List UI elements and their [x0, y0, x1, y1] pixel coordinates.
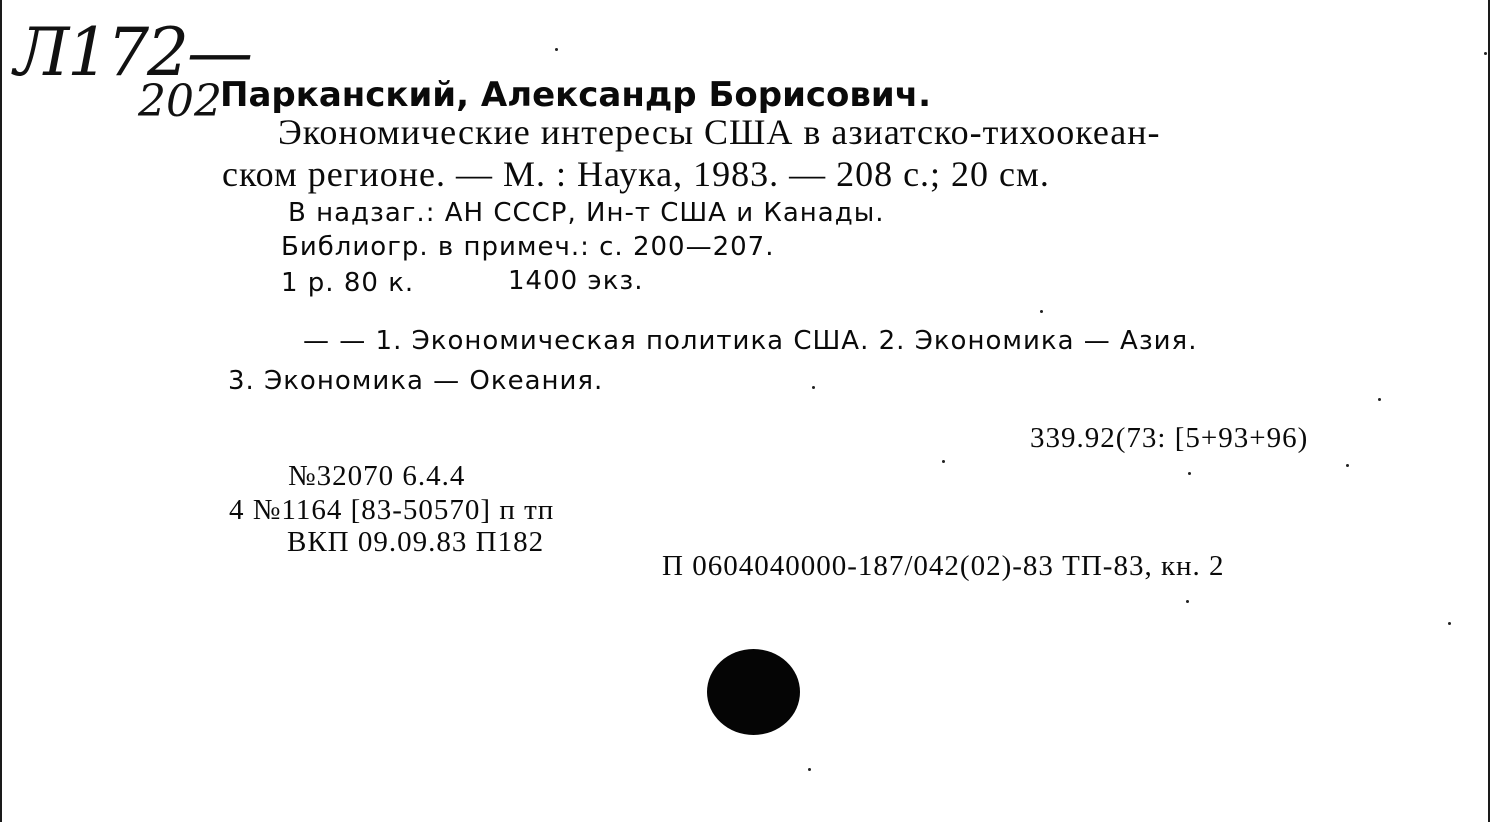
vkp-line: ВКП 09.09.83 П182 [287, 526, 545, 558]
classification-index: 339.92(73: [5+93+96) [1030, 422, 1309, 454]
title-line-1: Экономические интересы США в азиатско-тихоокеан- [278, 112, 1161, 152]
scan-speck [812, 386, 815, 389]
scan-speck [1040, 310, 1043, 313]
note-bibliography: Библиогр. в примеч.: с. 200—207. [281, 232, 775, 262]
title-line-2: ском регионе. — М. : Наука, 1983. — 208 с.; 20 см. [222, 154, 1050, 194]
price: 1 р. 80 к. [281, 268, 415, 298]
scan-speck [942, 460, 945, 463]
scan-speck [1484, 52, 1487, 55]
scan-speck [1448, 622, 1451, 625]
subjects-line-2: 3. Экономика — Океания. [228, 366, 604, 396]
print-line: 4 №1164 [83-50570] п тп [229, 494, 555, 526]
order-number: №32070 6.4.4 [288, 460, 466, 492]
scan-speck [555, 48, 558, 51]
card-punch-hole [707, 649, 800, 735]
card-right-edge [1488, 0, 1490, 822]
publisher-code: П 0604040000-187/042(02)-83 ТП-83, кн. 2 [662, 550, 1225, 582]
copies: 1400 экз. [508, 266, 644, 296]
author-heading: Парканский, Александр Борисович. [220, 75, 931, 115]
scan-speck [1346, 464, 1349, 467]
scan-speck [1186, 600, 1189, 603]
handwritten-prefix: 202 [138, 76, 222, 127]
card-left-edge [0, 0, 2, 822]
note-sponsor: В надзаг.: АН СССР, Ин-т США и Канады. [288, 198, 885, 228]
scan-speck [1378, 398, 1381, 401]
handwritten-shelf-number: Л172— [14, 14, 252, 91]
scan-speck [808, 768, 811, 771]
scan-speck [1188, 472, 1191, 475]
subjects-line-1: — — 1. Экономическая политика США. 2. Экономика — Азия. [303, 326, 1198, 356]
